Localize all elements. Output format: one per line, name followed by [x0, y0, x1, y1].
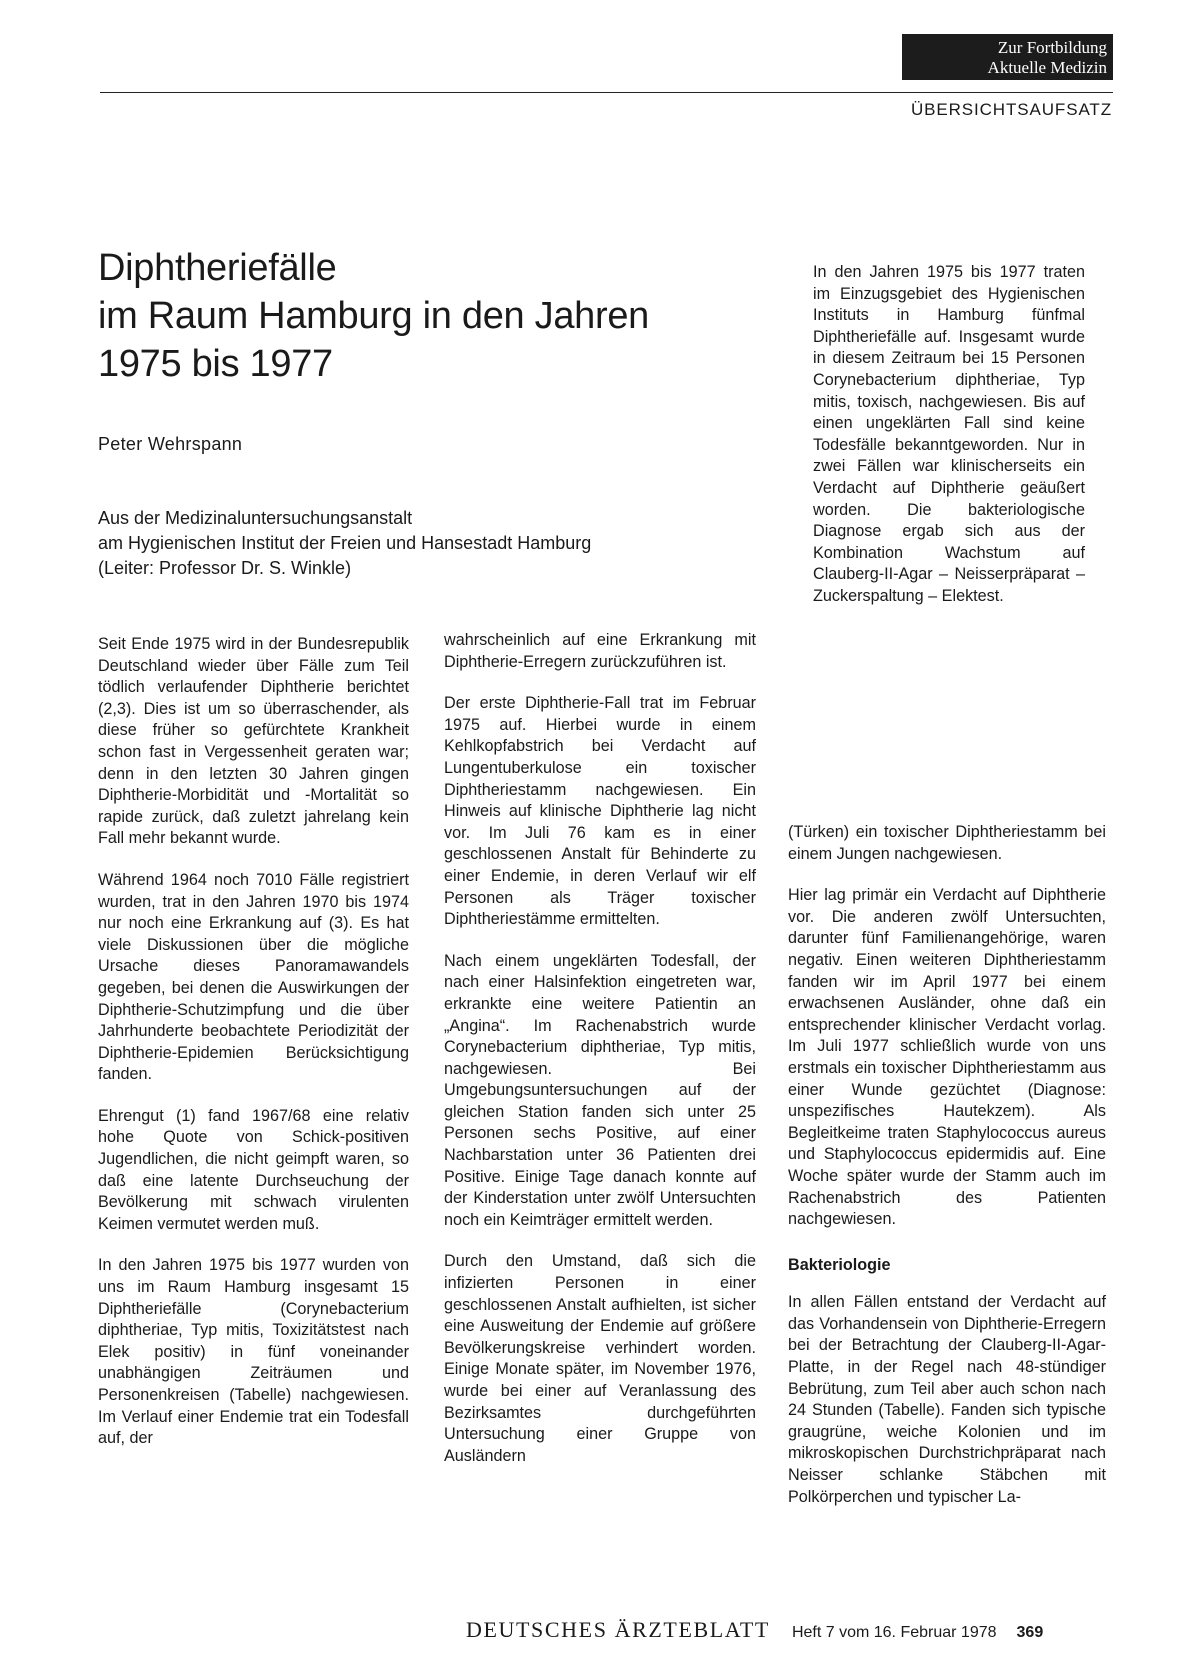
paragraph: Hier lag primär ein Verdacht auf Diphtherie vor. Die anderen zwölf Untersuchten, darunter fünf Familienangehörige, waren negativ. Einen weiteren Diphtheriestamm fanden wir im April 1977 bei einem erwachsenen Ausländer, ohne daß ein entsprechender klinischer Verdacht vorlag. Im Juli 1977 schließlich wurde von uns erstmals ein toxischer Diphtheriestamm aus einer Wunde gezüchtet (Diagnose: unspezifisches Hautekzem). Als Begleitkeime traten Staphylococcus aureus und Staphylococcus epidermidis auf. Eine Woche später wurde der Stamm auch im Rachenabstrich des Patienten nachgewiesen. — [788, 886, 1106, 1229]
title-line-1: Diphtheriefälle — [98, 247, 337, 289]
journal-name: DEUTSCHES ÄRZTEBLATT — [466, 1617, 770, 1642]
paragraph: wahrscheinlich auf eine Erkrankung mit Diphtherie-Erregern zurückzuführen ist. — [444, 631, 756, 671]
paragraph: Der erste Diphtherie-Fall trat im Februar 1975 auf. Hierbei wurde in einem Kehlkopfabstrich bei Verdacht auf Lungentuberkulose ein toxischer Diphtheriestamm nachgewiesen. Ein Hinweis auf klinische Diphtherie lag nicht vor. Im Juli 76 kam es in einer geschlossenen Anstalt für Behinderte zu einer Endemie, in deren Verlauf wir elf Personen als Träger toxischer Diphtheriestämme ermittelten. — [444, 694, 756, 929]
affiliation-line-1: Aus der Medizinaluntersuchungsanstalt — [98, 508, 413, 528]
body-column-1 — [98, 634, 409, 1470]
affiliation — [98, 506, 591, 581]
section-heading: Bakteriologie — [788, 1255, 891, 1274]
affiliation-line-3: (Leiter: Professor Dr. S. Winkle) — [98, 558, 352, 578]
paragraph: Während 1964 noch 7010 Fälle registriert wurden, trat in den Jahren 1970 bis 1974 nur noch eine Erkrankung auf (3). Es hat viele Diskussionen über die mögliche Ursache dieses Panoramawandels gegeben, bei denen die Auswirkungen der Diphtherie-Schutzimpfung und die über Jahrhunderte beobachtete Periodizität der Diphtherie-Epidemien Berücksichtigung fanden. — [98, 870, 409, 1084]
page-footer — [466, 1617, 1116, 1643]
author-name: Peter Wehrspann — [98, 434, 243, 454]
body-column-2 — [444, 630, 756, 1487]
title-line-3: 1975 bis 1977 — [98, 343, 333, 385]
badge-line-1: Zur Fortbildung — [997, 38, 1107, 57]
article-title — [98, 244, 738, 388]
section-label: ÜBERSICHTSAUFSATZ — [910, 100, 1112, 119]
header-rule — [100, 92, 1113, 93]
affiliation-line-2: am Hygienischen Institut der Freien und Hansestadt Hamburg — [98, 533, 592, 553]
issue-info: Heft 7 vom 16. Februar 1978 — [791, 1624, 997, 1641]
paragraph: In allen Fällen entstand der Verdacht auf das Vorhandensein von Diphtherie-Erregern bei der Betrachtung der Clauberg-II-Agar-Platte, in der Regel nach 48-stündiger Bebrütung, zum Teil aber auch schon nach 24 Stunden (Tabelle). Fanden sich typische graugrüne, weiche Kolonien und im mikroskopischen Durchstrichpräparat nach Neisser schlanke Stäbchen mit Polkörperchen und typischer La- — [788, 1293, 1106, 1506]
badge-line-2: Aktuelle Medizin — [987, 58, 1107, 77]
body-column-3 — [788, 822, 1106, 1528]
title-line-2: im Raum Hamburg in den Jahren — [98, 295, 650, 337]
summary-box: In den Jahren 1975 bis 1977 traten im Einzugsgebiet des Hygienischen Instituts in Hamburg fünfmal Diphtheriefälle auf. Insgesamt wurde in diesem Zeitraum bei 15 Personen Corynebacterium diphtheriae, Typ mitis, toxisch, nachgewiesen. Bis auf einen ungeklärten Fall sind keine Todesfälle bekanntgeworden. Nur in zwei Fällen war klinischerseits ein Verdacht auf Diphtherie geäußert worden. Die bakteriologische Diagnose ergab sich aus der Kombination Wachstum auf Clauberg-II-Agar – Neisserpräparat – Zuckerspaltung – Elektest. — [813, 263, 1085, 605]
paragraph: Seit Ende 1975 wird in der Bundesrepublik Deutschland wieder über Fälle zum Teil tödlich verlaufender Diphtherie berichtet (2,3). Dies ist um so überraschender, als diese früher so gefürchtete Krankheit schon fast in Vergessenheit geraten war; denn in den letzten 30 Jahren gingen Diphtherie-Morbidität und -Mortalität so rapide zurück, daß zuletzt jahrelang kein Fall mehr bekannt wurde. — [98, 635, 409, 848]
page-number: 369 — [1016, 1624, 1044, 1641]
paragraph: Durch den Umstand, daß sich die infizierten Personen in einer geschlossenen Anstalt aufhielten, ist sicher eine Ausweitung der Endemie auf größere Bevölkerungskreise verhindert worden. Einige Monate später, im November 1976, wurde bei einer auf Veranlassung des Bezirksamtes durchgeführten Untersuchung einer Gruppe von Ausländern — [444, 1252, 756, 1465]
paragraph: Ehrengut (1) fand 1967/68 eine relativ hohe Quote von Schick-positiven Jugendlichen, die nicht geimpft waren, so daß eine latente Durchseuchung der Bevölkerung mit schwach virulenten Keimen vermutet werden muß. — [98, 1106, 409, 1233]
paragraph: Nach einem ungeklärten Todesfall, der nach einer Halsinfektion eingetreten war, erkrankte eine weitere Patientin an „Angina“. Im Rachenabstrich wurde Corynebacterium diphtheriae, Typ mitis, nachgewiesen. Bei Umgebungsuntersuchungen auf der gleichen Station fanden sich unter 25 Personen sechs Positive, auf einer Nachbarstation unter 36 Patienten drei Positive. Einige Tage danach konnte auf der Kinderstation unter zwölf Untersuchten noch ein Keimträger ermittelt werden. — [444, 951, 756, 1229]
series-badge — [902, 34, 1113, 80]
paragraph: (Türken) ein toxischer Diphtheriestamm bei einem Jungen nachgewiesen. — [788, 823, 1106, 863]
paragraph: In den Jahren 1975 bis 1977 wurden von uns im Raum Hamburg insgesamt 15 Diphtheriefälle (Corynebacterium diphtheriae, Typ mitis, Toxizitätstest nach Elek positiv) in fünf voneinander unabhängigen Zeiträumen und Personenkreisen (Tabelle) nachgewiesen. Im Verlauf einer Endemie trat ein Todesfall auf, der — [98, 1256, 409, 1448]
